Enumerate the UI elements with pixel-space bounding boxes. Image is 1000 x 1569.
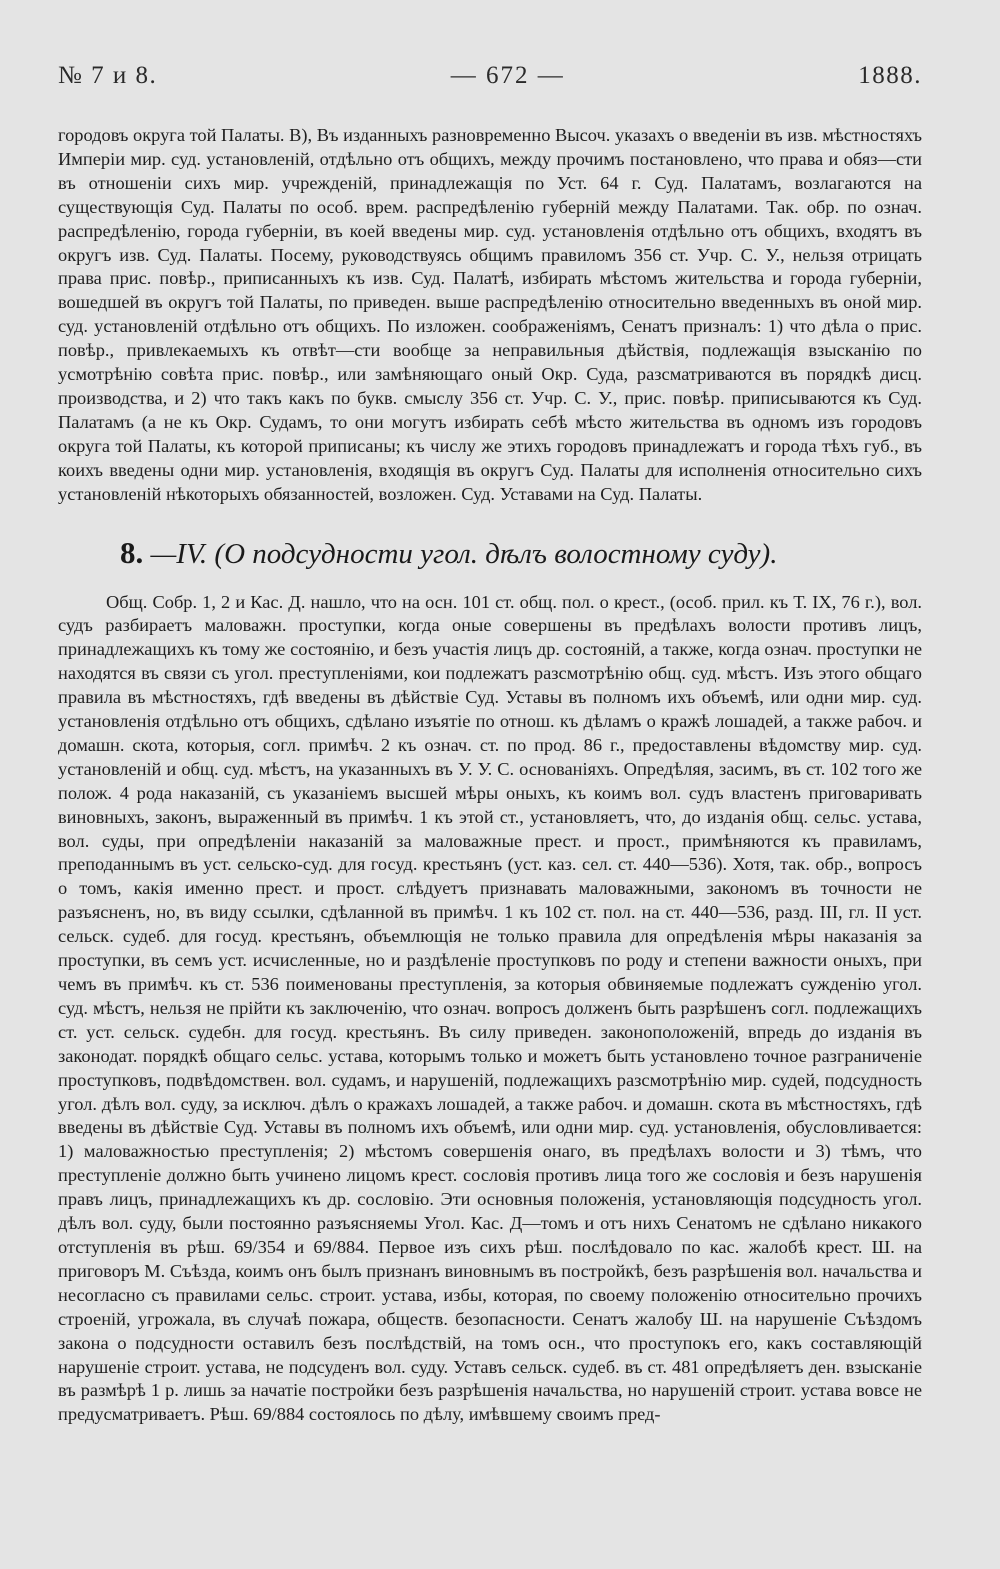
section-number: 8. — [120, 534, 144, 570]
paragraph-continuation: городовъ округа той Палаты. В), Въ изданныхъ разновременно Высоч. указахъ о введеніи въ изв. мѣстностяхъ Имперіи мир. суд. установленій, отдѣльно отъ общихъ, между прочимъ постановлено, что права и обяз—сти въ отношеніи сихъ мир. учрежденій, принадлежащія по Уст. 64 г. Суд. Палатамъ, возлагаются на существующія Суд. Палаты по особ. врем. распредѣленію губерній между Палатами. Так. обр. по означ. распредѣленію, города губерніи, въ коей введены мир. суд. установленія отдѣльно отъ общихъ, входятъ въ округъ изв. Суд. Палаты. Посему, руководствуясь общимъ правиломъ 356 ст. Учр. С. У., нельзя отрицать права прис. повѣр., приписанныхъ къ изв. Суд. Палатѣ, избирать мѣстомъ жительства и города губерніи, вошедшей въ округъ той Палаты, по приведен. выше распредѣленію относительно введенныхъ въ оной мир. суд. установленій отдѣльно отъ общихъ. По изложен. соображеніямъ, Сенатъ призналъ: 1) что дѣла о прис. повѣр., привлекаемыхъ къ отвѣт—сти вообще за неправильныя дѣйствія, подлежащія взысканію по усмотрѣнію совѣта прис. повѣр., или замѣняющаго оный Окр. Суда, разсматриваются въ порядкѣ дисц. производства, и 2) что такъ какъ по букв. смыслу 356 ст. Учр. С. У., прис. повѣр. приписываются къ Суд. Палатамъ (а не къ Окр. Судамъ, то они могутъ избирать себѣ мѣсто жительства въ одномъ изъ городовъ округа той Палаты, къ которой приписаны; къ числу же этихъ городовъ принадлежатъ и города тѣхъ губ., въ коихъ введены одни мир. установленія, входящія въ округъ Суд. Палаты для исполненія относительно сихъ установленій нѣкоторыхъ обязанностей, возложен. Суд. Уставами на Суд. Палаты. — [58, 125, 922, 504]
section-title: —IV. (О подсудности угол. дѣлъ волостному суду). — [143, 537, 778, 570]
page-number: — 672 — — [450, 62, 565, 89]
page-header — [58, 62, 922, 112]
section-heading — [120, 535, 922, 575]
issue-number: № 7 и 8. — [58, 62, 158, 89]
section-body-paragraph: Общ. Собр. 1, 2 и Кас. Д. нашло, что на осн. 101 ст. общ. пол. о крест., (особ. прил. къ Т. IX, 76 г.), вол. судъ разбираетъ маловажн. проступки, когда оные совершены въ предѣлахъ волости противъ лицъ, принадлежащихъ къ тому же состоянію, и безъ участія лицъ др. состояній, а также, когда означ. проступки не находятся въ связи съ угол. преступленіями, кои подлежатъ разсмотрѣнію общ. суд. мѣстъ. Изъ этого общаго правила въ мѣстностяхъ, гдѣ введены въ дѣйствіе Суд. Уставы въ полномъ ихъ объемѣ, или одни мир. суд. установленія отдѣльно отъ общихъ, сдѣлано изъятіе по отнош. къ дѣламъ о кражѣ лошадей, а также рабоч. и домашн. скота, которыя, согл. примѣч. 2 къ означ. ст. по прод. 86 г., предоставлены вѣдомству мир. суд. установленій и общ. суд. мѣстъ, на указанныхъ въ У. У. С. основаніяхъ. Опредѣляя, засимъ, въ ст. 102 того же полож. 4 рода наказаній, съ указаніемъ высшей мѣры оныхъ, къ коимъ вол. судъ властенъ приговаривать виновныхъ, законъ, выраженный въ примѣч. 1 къ этой ст., установляетъ, что, до изданія общ. сельс. устава, вол. суды, при опредѣленіи наказаній за маловажные прест. и прост., примѣняются къ правиламъ, преподаннымъ въ уст. сельско-суд. для госуд. крестьянъ (уст. каз. сел. ст. 440—536). Хотя, так. обр., вопросъ о томъ, какія именно прест. и прост. слѣдуетъ признавать маловажными, закономъ въ точности не разъясненъ, но, въ виду ссылки, сдѣланной въ примѣч. 1 къ 102 ст. пол. на ст. 440—536, разд. III, гл. II уст. сельск. судеб. для госуд. крестьянъ, объемлющія не только правила для опредѣленія мѣры наказанія за проступки, въ семъ уст. исчисленные, но и раздѣленіе проступковъ по роду и степени важности оныхъ, при чемъ въ примѣч. къ ст. 536 поименованы преступленія, за которыя обвиняемые подлежатъ сужденію угол. суд. мѣстъ, нельзя не прійти къ заключенію, что означ. вопросъ долженъ быть разрѣшенъ согл. подлежащихъ ст. уст. сельск. судебн. для госуд. крестьянъ. Въ силу приведен. законоположеній, впредь до изданія въ законодат. порядкѣ общаго сельс. устава, которымъ только и можетъ быть установлено точное разграниченіе проступковъ, подвѣдомствен. вол. судамъ, и нарушеній, подлежащихъ разсмотрѣнію мир. судей, подсудность угол. дѣлъ вол. суду, за исключ. дѣлъ о кражахъ лошадей, а также рабоч. и домашн. скота въ мѣстностяхъ, гдѣ введены въ дѣйствіе Суд. Уставы въ полномъ ихъ объемѣ, или одни мир. суд. установленія, обусловливается: 1) маловажностью преступленія; 2) мѣстомъ совершенія онаго, въ предѣлахъ волости и 3) тѣмъ, что преступленіе должно быть учинено лицомъ крест. сословія противъ лица того же сословія и безъ нарушенія правъ лицъ, принадлежащихъ къ др. сословію. Эти основныя положенія, установляющія подсудность угол. дѣлъ вол. суду, были постоянно разъясняемы Угол. Кас. Д—томъ и отъ нихъ Сенатомъ не сдѣлано никакого отступленія въ рѣш. 69/354 и 69/884. Первое изъ сихъ рѣш. послѣдовало по кас. жалобѣ крест. Ш. на приговоръ М. Съѣзда, коимъ онъ былъ признанъ виновнымъ въ постройкѣ, безъ разрѣшенія вол. начальства и несогласно съ правилами сельс. строит. устава, избы, которая, по своему положенію относительно прочихъ строеній, угрожала, въ случаѣ пожара, обществ. безопасности. Сенатъ жалобу Ш. на нарушеніе Съѣздомъ закона о подсудности оставилъ безъ послѣдствій, на томъ осн., что проступокъ его, какъ составляющій нарушеніе строит. устава, не подсуденъ вол. суду. Уставъ сельск. судеб. въ ст. 481 опредѣляетъ ден. взысканіе въ размѣрѣ 1 р. лишь за начатіе постройки безъ разрѣшенія начальства, но нарушеній строит. устава вовсе не предусматриваетъ. Рѣш. 69/884 состоялось по дѣлу, имѣвшему своимъ пред- — [58, 591, 922, 1425]
year: 1888. — [858, 62, 922, 89]
